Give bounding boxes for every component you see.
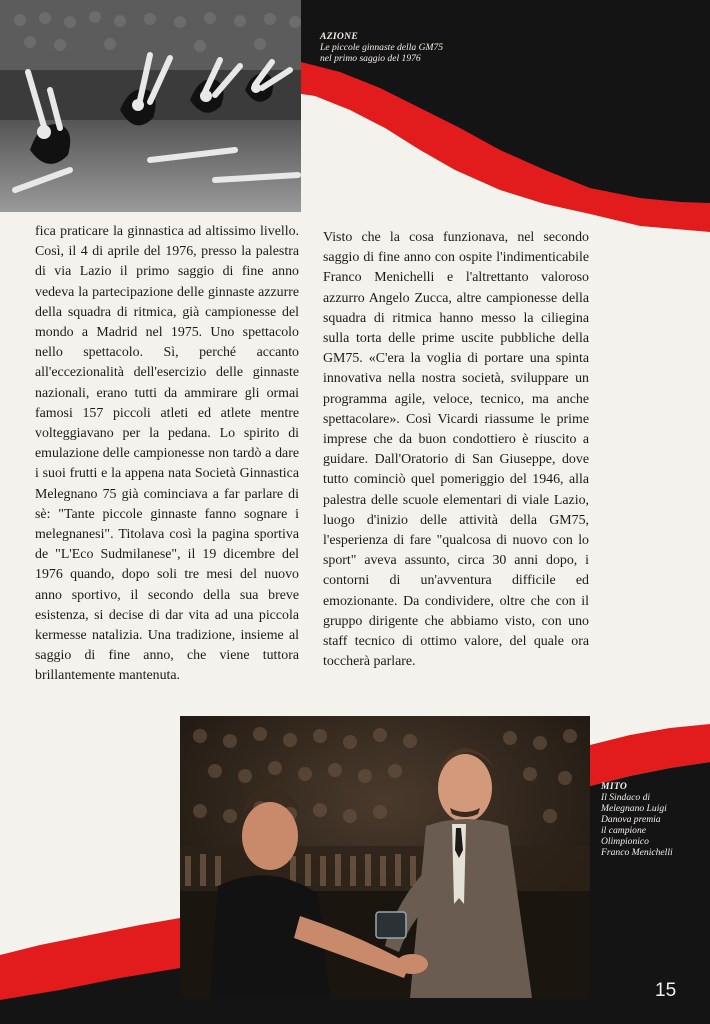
caption-line: Il Sindaco di — [601, 792, 651, 803]
caption-line: Franco Menichelli — [601, 847, 673, 858]
article-column-left: fica praticare la ginnastica ad altissimo livello. Così, il 4 di aprile del 1976, presso la palestra di via Lazio il primo saggio di fine anno vedeva la partecipazione delle ginnaste azzurre della squadra di ritmica, già campionesse del mondo a Madrid nel 1975. Uno spettacolo nello spettacolo. Sì, perché accanto all'eccezionalità dell'esercizio delle ginnaste nazionali, erano tutti da ammirare gli ormai famosi 157 piccoli atleti ed atlete mentre volteggiavano per la pedana. Lo spirito di emulazione delle campionesse non tardò a dare i suoi frutti e la appena nata Società Ginnastica Melegnano 75 già cominciava a far parlare di sè: "Tante piccole ginnaste fanno sognare i melegnanesi". Titolava così la pagina sportiva de "L'Eco Sudmilanese", il 19 dicembre del 1976 quando, dopo soli tre mesi del nuovo anno sportivo, il secondo della sua breve esistenza, si decise di dar vita ad una piccola kermesse natalizia. Una tradizione, insieme al saggio di fine anno, che viene tuttora brillantemente mantenuta. — [35, 224, 299, 684]
caption-line: Olimpionico — [601, 836, 649, 847]
award-ceremony-photo — [180, 716, 590, 998]
bottom-photo-caption — [601, 781, 705, 858]
gymnasts-photo — [0, 0, 301, 212]
caption-line: nel primo saggio del 1976 — [320, 53, 421, 64]
top-photo-caption — [320, 31, 510, 64]
caption-line: Danova premia — [601, 814, 661, 825]
caption-heading: MITO — [601, 781, 628, 792]
caption-line: Le piccole ginnaste della GM75 — [320, 42, 444, 53]
page-number: 15 — [655, 980, 677, 1001]
article-column-right: Visto che la cosa funzionava, nel secondo saggio di fine anno con ospite l'indimenticabile Franco Menichelli e l'altrettanto valoroso azzurro Angelo Zucca, altre campionesse della squadra di ritmica hanno messo la ciliegina sulla torta delle prime uscite pubbliche della GM75. «C'era la voglia di portare una spinta innovativa nella nostra società, sviluppare un programma agile, veloce, tecnico, ma anche spettacolare». Così Vicardi riassume le prime imprese che da buon condottiero è riuscito a guidare. Dall'Oratorio di San Giuseppe, dove tutto cominciò quel pomeriggio del 1946, alla palestra delle scuole elementari di viale Lazio, luogo d'inizio delle attività della GM75, l'esperienza di fare "qualcosa di nuovo con lo sport" aveva assunto, circa 30 anni dopo, i contorni di un'avventura difficile ed emozionante. Da condividere, oltre che con il gruppo dirigente che abbiamo visto, con uno staff tecnico di ottimo valore, del quale ora toccherà parlare. — [323, 230, 589, 670]
caption-line: il campione — [601, 825, 647, 836]
caption-line: Melegnano Luigi — [601, 803, 667, 814]
bottom-center-black-strip — [180, 998, 590, 1024]
caption-heading: AZIONE — [320, 31, 359, 42]
